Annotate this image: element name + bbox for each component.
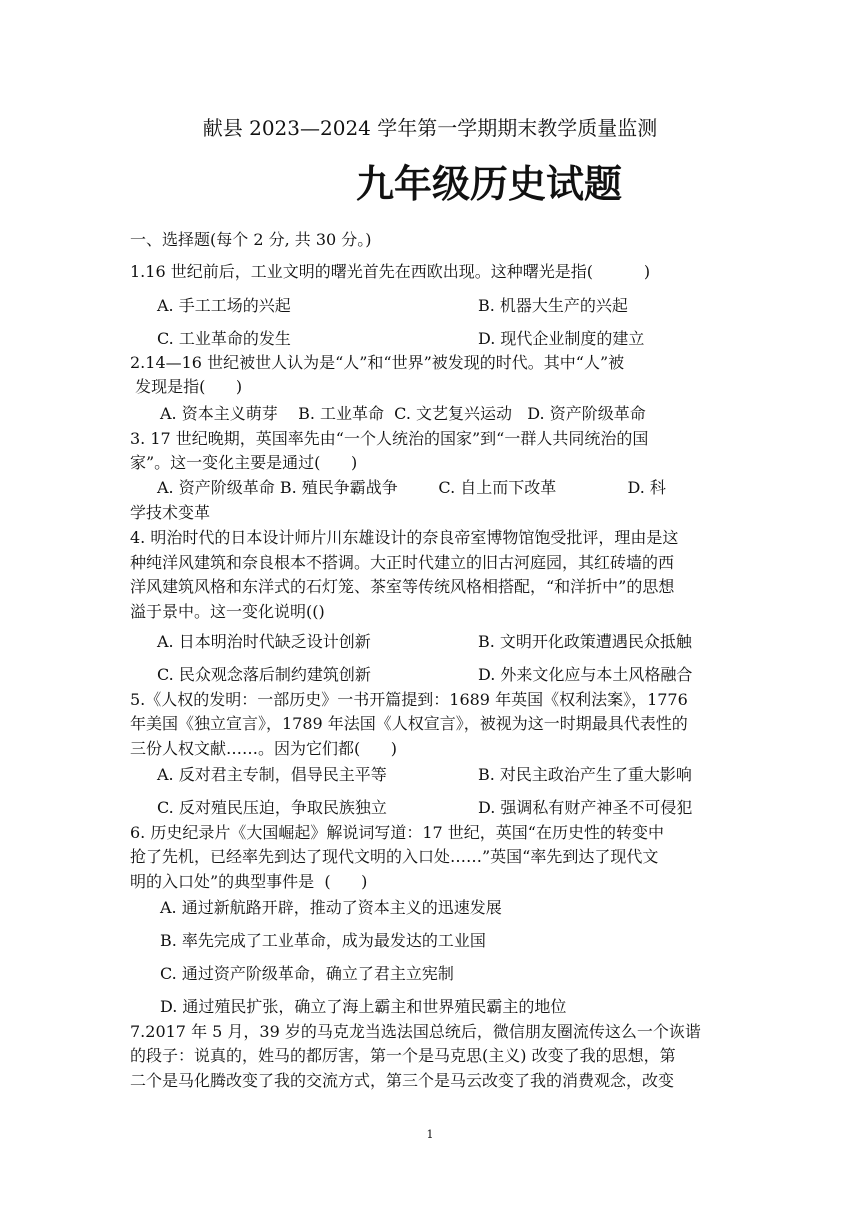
question-5-stem-line-3: 三份人权文献……。因为它们都( ) [130,739,398,758]
question-4-option-c: C. 民众观念落后制约建筑创新 [157,665,371,684]
subject-title: 九年级历史试题 [356,161,623,206]
question-3-options-continued: 学技术变革 [130,503,211,522]
question-2-stem-line-1: 2.14—16 世纪被世人认为是“人”和“世界”被发现的时代。其中“人”被 [130,353,625,372]
question-7-stem-line-1: 7.2017 年 5 月，39 岁的马克龙当选法国总统后，微信朋友圈流传这么一个诙谐 [130,1022,701,1041]
question-1-option-c: C. 工业革命的发生 [157,329,291,348]
question-5-stem-line-1: 5.《人权的发明：一部历史》一书开篇提到：1689 年英国《权利法案》，1776 [130,690,688,709]
question-6-option-b: B. 率先完成了工业革命，成为最发达的工业国 [160,931,486,950]
section-heading: 一、选择题(每个 2 分, 共 30 分。) [130,230,372,249]
question-1-stem: 1.16 世纪前后，工业文明的曙光首先在西欧出现。这种曙光是指( ) [130,262,651,281]
question-2-stem-line-2: 发现是指( ) [130,377,243,396]
question-4-stem-line-2: 种纯洋风建筑和奈良根本不搭调。大正时代建立的旧古河庭园，其红砖墙的西 [130,553,675,572]
question-6-option-a: A. 通过新航路开辟，推动了资本主义的迅速发展 [160,898,502,917]
question-5-stem-line-2: 年美国《独立宣言》，1789 年法国《人权宣言》，被视为这一时期最具代表性的 [130,714,688,733]
question-4-stem-line-4: 溢于景中。这一变化说明(() [130,602,325,621]
question-3-stem-line-2: 家”。这一变化主要是通过( ) [130,453,358,472]
question-4-option-d: D. 外来文化应与本土风格融合 [478,665,693,684]
question-4-option-b: B. 文明开化政策遭遇民众抵触 [478,632,692,651]
question-6-stem-line-2: 抢了先机，已经率先到达了现代文明的入口处……”英国“率先到达了现代文 [130,847,659,866]
question-4-option-a: A. 日本明治时代缺乏设计创新 [157,632,371,651]
question-5-option-d: D. 强调私有财产神圣不可侵犯 [478,798,693,817]
question-6-stem-line-1: 6. 历史纪录片《大国崛起》解说词写道：17 世纪，英国“在历史性的转变中 [130,823,664,842]
question-2-options: A. 资本主义萌芽 B. 工业革命 C. 文艺复兴运动 D. 资产阶级革命 [160,404,646,423]
question-3-options: A. 资产阶级革命 B. 殖民争霸战争 C. 自上而下改革 D. 科 [157,478,666,497]
question-6-option-c: C. 通过资产阶级革命，确立了君主立宪制 [160,964,454,983]
question-3-stem-line-1: 3. 17 世纪晚期，英国率先由“一个人统治的国家”到“一群人共同统治的国 [130,429,649,448]
question-7-stem-line-2: 的段子：说真的，姓马的都厉害，第一个是马克思(主义) 改变了我的思想，第 [130,1046,676,1065]
question-1-option-b: B. 机器大生产的兴起 [478,296,628,315]
question-5-option-c: C. 反对殖民压迫，争取民族独立 [157,798,387,817]
question-6-option-d: D. 通过殖民扩张，确立了海上霸主和世界殖民霸主的地位 [160,997,567,1016]
question-7-stem-line-3: 二个是马化腾改变了我的交流方式，第三个是马云改变了我的消费观念，改变 [130,1071,675,1090]
question-6-stem-line-3: 明的入口处”的典型事件是 ( ) [130,872,368,891]
question-4-stem-line-1: 4. 明治时代的日本设计师片川东雄设计的奈良帝室博物馆饱受批评，理由是这 [130,528,679,547]
question-1-option-d: D. 现代企业制度的建立 [478,329,645,348]
question-5-option-b: B. 对民主政治产生了重大影响 [478,765,692,784]
question-1-option-a: A. 手工工场的兴起 [157,296,291,315]
question-5-option-a: A. 反对君主专制，倡导民主平等 [157,765,387,784]
question-4-stem-line-3: 洋风建筑风格和东洋式的石灯笼、茶室等传统风格相搭配，“和洋折中”的思想 [130,577,675,596]
exam-title: 献县 2023—2024 学年第一学期期末教学质量监测 [202,116,658,140]
page-number: 1 [426,1128,434,1141]
